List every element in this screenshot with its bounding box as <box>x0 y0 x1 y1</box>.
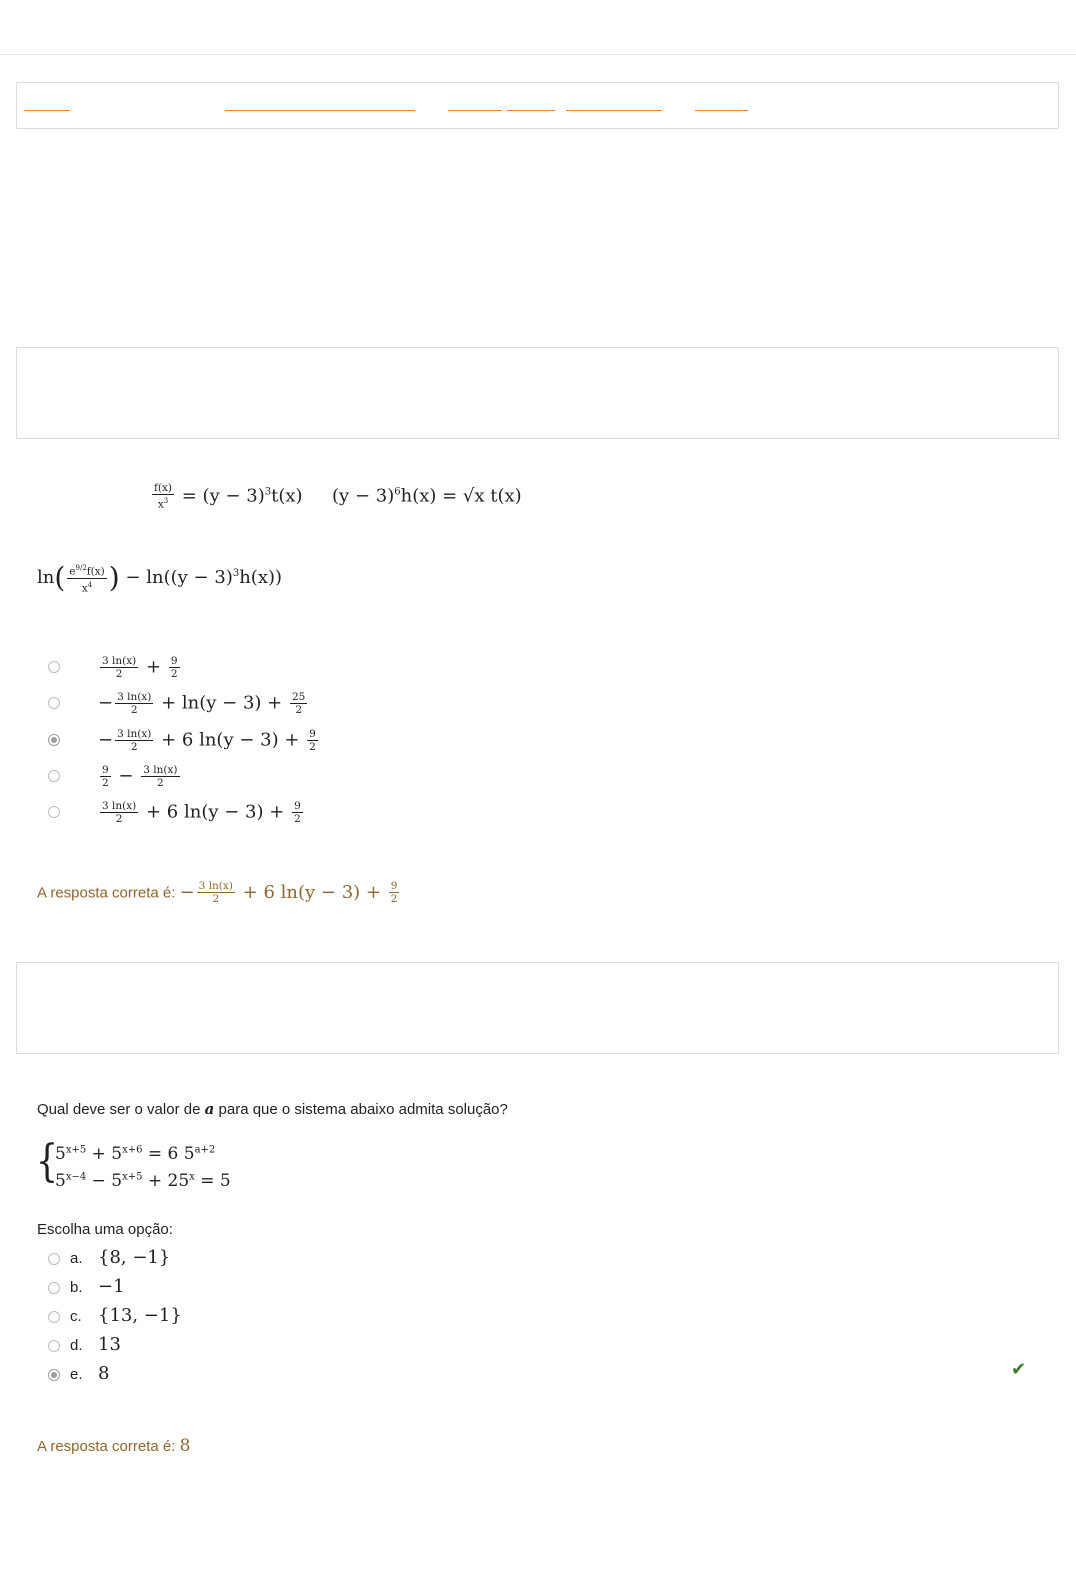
q1-option-frac-den: 2 <box>102 777 109 789</box>
system-l1-b-exp: x+6 <box>122 1144 143 1156</box>
q1-option-mid: + 6 ln(y − 3) + <box>146 801 285 823</box>
q1-option-frac-den: 2 <box>130 741 138 753</box>
system-line-1 <box>55 1144 215 1164</box>
q1-option-radio[interactable] <box>48 661 60 673</box>
q1-option-mid: − <box>118 765 134 787</box>
q2-option-letter[interactable]: e. <box>70 1366 83 1383</box>
q2-answer-value: 8 <box>179 1436 191 1456</box>
quiz-navigation-panel <box>16 82 1059 129</box>
q1-eq1-rhs: = (y − 3) <box>181 485 265 507</box>
q1-option-end-den: 2 <box>157 777 164 789</box>
q1-eq1-denominator: x <box>157 498 164 511</box>
q2-option-value[interactable]: 8 <box>98 1363 110 1384</box>
nav-link-6[interactable] <box>695 110 748 111</box>
q2-question-text <box>37 1100 508 1118</box>
q1-option-3[interactable] <box>98 728 320 753</box>
q1-answer-end-den: 2 <box>390 893 398 905</box>
q2-option-letter[interactable]: d. <box>70 1337 83 1354</box>
q2-question-pre: Qual deve ser o valor de <box>37 1101 201 1118</box>
nav-link-3[interactable] <box>448 110 502 111</box>
q1-option-end-den: 2 <box>295 704 303 716</box>
q1-eq2-lhs: (y − 3) <box>332 485 395 507</box>
q1-option-frac-den: 2 <box>130 704 138 716</box>
q1-option-frac-den: 2 <box>115 668 123 680</box>
system-brace: { <box>35 1136 59 1187</box>
system-l2-a: 5 <box>55 1171 66 1191</box>
q1-option-frac-num: 3 ln(x) <box>117 728 152 740</box>
q1-answer-prefix: − <box>179 881 195 903</box>
q1-expr-tail-end: h(x)) <box>239 567 283 588</box>
system-l2-a-exp: x−4 <box>65 1171 87 1183</box>
q1-expr-tail: − ln((y − 3) <box>125 567 233 588</box>
q1-expr-tail-exp: 3 <box>232 568 240 579</box>
q1-option-mid: + <box>146 656 162 678</box>
q2-question-post: para que o sistema abaixo admita solução? <box>218 1101 508 1118</box>
q1-option-end-den: 2 <box>170 668 178 680</box>
q1-option-frac-den: 2 <box>115 813 123 825</box>
correct-check-icon: ✔ <box>1011 1359 1027 1380</box>
q1-eq1-rhs-exponent: 3 <box>264 486 272 498</box>
nav-link-1[interactable] <box>24 110 70 111</box>
q1-answer-end-num: 9 <box>390 880 398 892</box>
q1-eq2-rhs: h(x) = √x t(x) <box>400 485 522 507</box>
nav-link-2[interactable] <box>225 110 415 111</box>
q1-option-radio[interactable] <box>48 770 60 782</box>
q2-option-value[interactable]: −1 <box>98 1276 125 1297</box>
q1-expr-den: x <box>81 582 88 594</box>
q1-option-end-num: 9 <box>294 800 301 812</box>
q1-option-prefix: − <box>98 729 114 751</box>
q2-option-letter[interactable]: a. <box>70 1250 83 1267</box>
q1-option-frac-num: 3 ln(x) <box>102 655 137 667</box>
q1-given-equations <box>150 482 522 511</box>
q2-option-radio[interactable] <box>48 1253 60 1265</box>
q2-question-variable: a <box>204 1100 215 1118</box>
q2-option-value[interactable]: 13 <box>98 1334 121 1355</box>
q1-option-prefix: − <box>98 692 114 714</box>
q1-eq1-den-exponent: 3 <box>163 497 169 505</box>
system-l2-b-exp: x+5 <box>122 1171 143 1183</box>
q1-option-end-num: 3 ln(x) <box>143 764 178 776</box>
q1-option-4[interactable] <box>98 764 182 789</box>
q1-expr-num-exp: 9/2 <box>75 564 87 572</box>
q1-option-radio[interactable] <box>48 806 60 818</box>
q1-eq1-fraction <box>152 482 174 511</box>
q1-option-mid: + 6 ln(y − 3) + <box>161 729 300 751</box>
header-divider <box>0 54 1076 55</box>
system-l1-c-exp: a+2 <box>194 1144 216 1156</box>
q1-expr-num-tail: f(x) <box>86 565 105 578</box>
q2-correct-answer <box>37 1436 190 1456</box>
q2-answer-label: A resposta correta é: <box>37 1438 176 1455</box>
q1-option-radio[interactable] <box>48 697 60 709</box>
q1-option-frac-num: 9 <box>102 764 109 776</box>
q2-option-letter[interactable]: c. <box>70 1308 82 1325</box>
q1-eq1-numerator: f(x) <box>154 482 173 494</box>
q1-option-end-num: 9 <box>309 728 316 740</box>
q1-expr-num-base: e <box>69 565 76 578</box>
q2-option-radio[interactable] <box>48 1282 60 1294</box>
system-l1-b: + 5 <box>91 1144 123 1164</box>
system-l2-c-exp: x <box>189 1171 195 1183</box>
q1-option-2[interactable] <box>98 691 309 716</box>
system-l1-a: 5 <box>55 1144 66 1164</box>
q1-expr-ln: ln <box>37 567 55 588</box>
system-l1-c: = 6 5 <box>147 1144 195 1164</box>
system-l2-c: + 25 <box>147 1171 190 1191</box>
q1-answer-label: A resposta correta é: <box>37 884 176 902</box>
q1-eq2-lhs-exponent: 6 <box>394 486 401 498</box>
q1-answer-frac-num: 3 ln(x) <box>198 880 233 892</box>
q1-option-radio[interactable] <box>48 734 60 746</box>
system-l1-a-exp: x+5 <box>65 1144 87 1156</box>
q1-answer-mid: + 6 ln(y − 3) + <box>242 881 381 903</box>
q1-option-frac-num: 3 ln(x) <box>102 800 137 812</box>
q1-option-end-den: 2 <box>309 741 316 753</box>
q1-option-end-den: 2 <box>294 813 301 825</box>
q1-option-end-num: 9 <box>170 655 178 667</box>
q2-option-radio[interactable] <box>48 1369 60 1381</box>
system-line-2 <box>55 1171 231 1191</box>
q2-option-radio[interactable] <box>48 1340 60 1352</box>
system-l2-d: = 5 <box>200 1171 231 1191</box>
q1-option-5[interactable] <box>98 800 305 825</box>
q1-answer-frac-den: 2 <box>212 893 220 905</box>
q1-option-mid: + ln(y − 3) + <box>161 692 283 714</box>
question-2-info-box <box>16 962 1059 1054</box>
q1-expr-den-exp: 4 <box>87 580 93 589</box>
nav-link-5[interactable] <box>566 110 662 111</box>
q2-option-value[interactable]: {13, −1} <box>98 1305 182 1326</box>
q2-option-letter[interactable]: b. <box>70 1279 83 1296</box>
q1-correct-answer <box>37 880 401 905</box>
q1-option-end-num: 25 <box>291 691 306 703</box>
question-1-info-box <box>16 347 1059 439</box>
system-l2-b: − 5 <box>91 1171 123 1191</box>
q1-eq1-rhs-tail: t(x) <box>271 485 303 507</box>
q2-option-value[interactable]: {8, −1} <box>98 1247 171 1268</box>
nav-link-4[interactable] <box>507 110 555 111</box>
q2-choose-prompt: Escolha uma opção: <box>37 1221 173 1238</box>
q2-option-radio[interactable] <box>48 1311 60 1323</box>
q1-option-frac-num: 3 ln(x) <box>117 691 152 703</box>
q1-expression: ln( $\frac{e^{9/2}f(x)}{x^4}$ ) − $\ln((y - 3)^3h(x))$ <box>37 561 283 594</box>
q1-option-1[interactable] <box>98 655 182 680</box>
